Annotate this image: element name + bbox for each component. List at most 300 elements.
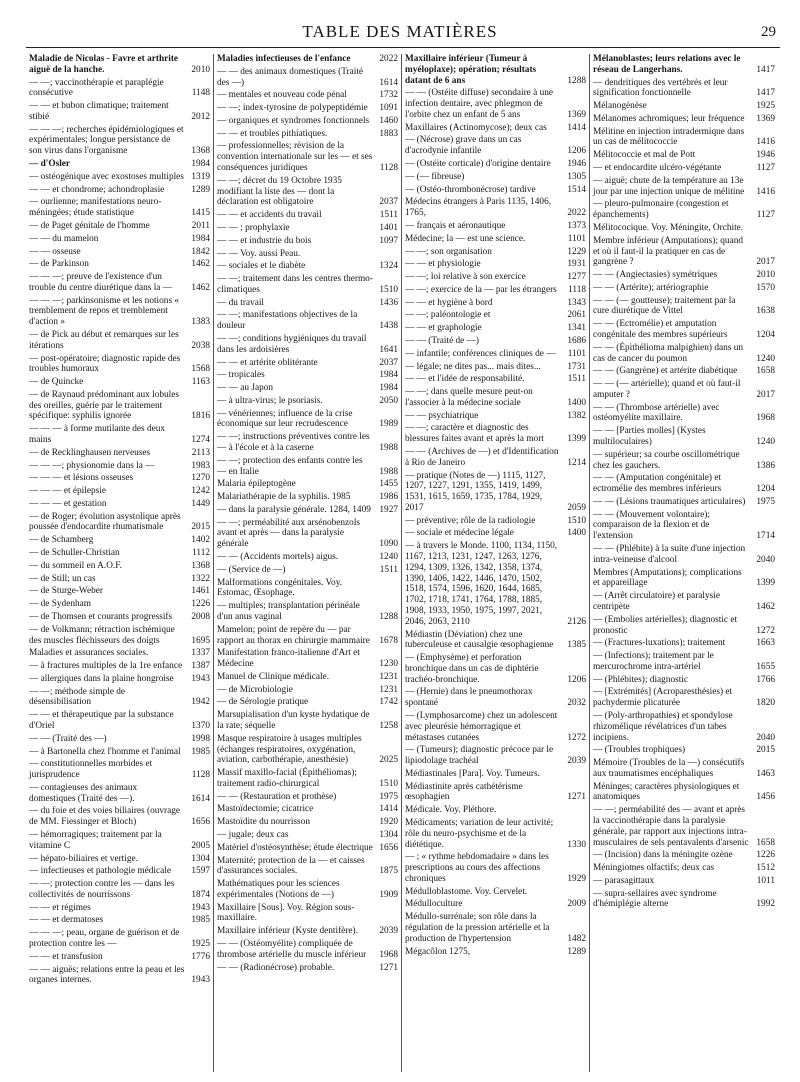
- entry-text: — de Schamberg: [29, 535, 94, 546]
- entry-page-number: 1288: [379, 611, 398, 622]
- index-entry: [29, 54, 210, 76]
- index-entry: [405, 323, 586, 334]
- entry-text: Médullo-surrénale; son rôle dans la régulation de la pression artérielle et la production de l'hypertension: [405, 912, 552, 944]
- entry-page-number: 1417: [756, 64, 775, 75]
- index-entry: [405, 769, 586, 780]
- entry-page-number: 1482: [567, 933, 586, 944]
- index-entry: [593, 223, 775, 234]
- index-entry: [593, 638, 775, 649]
- entry-page-number: 1319: [191, 171, 210, 182]
- index-entry: [217, 843, 398, 854]
- entry-page-number: 1127: [756, 163, 775, 174]
- entry-text: — — —; parkinsonisme et les notions « tremblement de repos et tremblement d'action »: [29, 295, 182, 328]
- entry-page-number: 1274: [191, 435, 210, 445]
- entry-text: — de Paget génitale de l'homme: [29, 220, 150, 231]
- entry-text: Médicale. Voy. Pléthore.: [405, 805, 497, 816]
- index-entry: [405, 818, 586, 850]
- entry-text: Médecins étrangers à Paris 1135, 1406, 1765,: [405, 197, 554, 219]
- entry-text: — —; protection contre les — dans les collectivités de nourrissons: [29, 879, 177, 900]
- entry-page-number: 1663: [756, 638, 775, 649]
- entry-text: — [Extrémités] (Acroparesthésies) et pachydermie plicaturée: [593, 687, 735, 709]
- entry-text: — — (Traité des —): [29, 733, 107, 744]
- entry-page-number: 1231: [379, 684, 398, 695]
- entry-text: — — du mamelon: [29, 233, 99, 244]
- entry-page-number: 1929: [567, 873, 586, 884]
- entry-page-number: 1511: [379, 210, 398, 221]
- entry-page-number: 1984: [191, 159, 210, 170]
- entry-page-number: 1330: [567, 839, 586, 850]
- entry-text: — hémorragiques; traitement par la vitamine C: [29, 830, 165, 851]
- entry-page-number: 1277: [567, 272, 586, 283]
- index-entry: [405, 54, 586, 86]
- entry-text: — supra-sellaires avec syndrome d'hémiplégie alterne: [593, 888, 719, 910]
- entry-page-number: 1455: [379, 479, 398, 490]
- entry-text: — — (Ostéomyélite) compliquée de thrombose artérielle du muscle inférieur: [217, 939, 367, 960]
- index-entry: [29, 272, 210, 294]
- index-entry: [217, 432, 398, 454]
- entry-text: — — au Japon: [217, 383, 274, 394]
- entry-page-number: 1931: [567, 259, 586, 270]
- entry-page-number: 1968: [379, 949, 398, 960]
- entry-text: Mélanomes achromiques; leur fréquence: [593, 113, 745, 124]
- index-entry: [593, 163, 775, 174]
- index-entry: [405, 541, 586, 627]
- index-entry: [593, 805, 775, 848]
- index-entry: [593, 568, 775, 590]
- entry-page-number: 2113: [191, 447, 210, 458]
- entry-text: — — (Épithélioma malpighien) dans un cas de cancer du poumon: [593, 342, 746, 364]
- entry-text: — supérieur; sa courbe oscillométrique chez les gauchers.: [593, 449, 742, 471]
- entry-text: — à travers le Monde. 1100, 1134, 1150, 1167, 1213, 1231, 1247, 1263, 1276, 1294, 1309, 1326, 1342, 1358, 1374, 1390, 1406, 1422, 1446, 1470, 1502, 1518, 1574, 1596, 1620, 1644, 1685, 1702, 1718, 1741, 1764, 1788, 1885, 1908, 1933, 1950, 1975, 1997, 2021, 2046, 2063, 2110: [405, 541, 560, 627]
- entry-text: — dendritiques des vertébrés et leur signification fonctionnelle: [593, 77, 730, 99]
- index-entry: [593, 236, 775, 268]
- entry-text: — — —; peau, organe de guérison et de protection contre les —: [29, 928, 182, 950]
- entry-text: — — et transfusion: [29, 951, 103, 962]
- entry-text: — —; instructions préventives contre les — à l'école et à la caserne: [217, 432, 372, 453]
- entry-page-number: 1091: [379, 103, 398, 114]
- entry-text: — constitutionnelles morbides et jurisprudence: [29, 759, 155, 781]
- index-entry: [405, 899, 586, 910]
- index-entry: [29, 473, 210, 484]
- entry-text: — (Nécrose) grave dans un cas d'acrodynie infantile: [405, 135, 524, 157]
- entry-text: Membre inférieur (Amputations); quand et où il faut-il la pratiquer en cas de gangrène ?: [593, 235, 746, 268]
- entry-page-number: 1449: [191, 498, 210, 509]
- entry-text: — de Schuller-Christian: [29, 548, 120, 559]
- entry-page-number: 1597: [191, 866, 210, 877]
- index-entry: [29, 448, 210, 459]
- index-entry: [217, 903, 398, 925]
- entry-text: — — osseuse: [29, 246, 81, 257]
- index-entry: [217, 129, 398, 140]
- entry-page-number: 1271: [379, 962, 398, 973]
- entry-page-number: 1655: [756, 661, 775, 672]
- entry-page-number: 1984: [379, 383, 398, 394]
- entry-page-number: 1614: [191, 793, 210, 804]
- entry-page-number: 1304: [191, 853, 210, 864]
- index-column-4: [590, 54, 778, 1072]
- entry-page-number: 1988: [379, 443, 398, 453]
- entry-text: Mamelon; point de repère du — par rapport au thorax en chirurgie mammaire: [217, 624, 370, 646]
- entry-text: — de Still; un cas: [29, 573, 96, 584]
- index-entry: [29, 965, 210, 987]
- entry-text: — de Recklinghausen nerveuses: [29, 447, 151, 458]
- entry-text: — — (— artérielle); quand et où faut-il amputer ?: [593, 379, 743, 400]
- entry-text: Médiastin (Déviation) chez une tuberculeuse et causalgie œsophagienne: [405, 629, 554, 651]
- entry-page-number: 1461: [191, 586, 210, 597]
- entry-page-number: 1975: [379, 791, 398, 802]
- index-entry: [405, 272, 586, 283]
- entry-page-number: 1462: [756, 601, 775, 612]
- entry-page-number: 1226: [191, 599, 210, 610]
- entry-text: — infantile; conférences cliniques de —: [405, 348, 556, 359]
- entry-text: Médecine; la — est une science.: [405, 233, 526, 244]
- entry-page-number: 1678: [379, 635, 398, 646]
- entry-text: — ostéogénique avec exostoses multiples: [29, 171, 184, 182]
- entry-text: — (Infections); traitement par le mercurochrome intra-artériel: [593, 651, 717, 672]
- entry-text: — — et bubon climatique; traitement stibié: [29, 101, 172, 122]
- entry-text: — jugale; deux cas: [217, 830, 289, 840]
- index-entry: [29, 866, 210, 877]
- entry-text: — — (Archives de —) et d'Identification à Rio de Janeiro: [405, 447, 561, 468]
- index-entry: [217, 456, 398, 478]
- index-entry: [217, 625, 398, 647]
- entry-text: — —; vaccinothérapie et paraplégie consécutive: [29, 77, 167, 99]
- entry-page-number: 1510: [379, 778, 398, 789]
- entry-page-number: 1163: [191, 377, 210, 388]
- index-entry: [217, 939, 398, 961]
- index-column-1: [26, 54, 214, 1072]
- entry-text: — — — et lésions osseuses: [29, 473, 134, 484]
- entry-text: — de Sturge-Weber: [29, 586, 103, 597]
- index-entry: [217, 67, 398, 89]
- index-entry: [405, 653, 586, 685]
- entry-text: Malformations congénitales. Voy. Estomac, Œsophage.: [217, 577, 345, 599]
- page-title: TABLE DES MATIÈRES: [302, 22, 498, 41]
- entry-page-number: 1776: [191, 951, 210, 962]
- index-entry: [217, 710, 398, 732]
- entry-text: — (Tumeurs); diagnostic précoce par le lipiodolage trachéal: [405, 745, 556, 767]
- entry-text: — — et hygiène à bord: [405, 297, 493, 308]
- entry-page-number: 1289: [567, 946, 586, 957]
- index-entry: [217, 383, 398, 394]
- entry-text: Manifestation franco-italienne d'Art et Médecine: [217, 648, 363, 670]
- entry-text: — pleuro-pulmonaire (congestion et épanchements): [593, 199, 731, 221]
- entry-text: Membres (Amputations); complications et appareillage: [593, 567, 745, 589]
- entry-page-number: 1229: [567, 246, 586, 257]
- index-entry: [405, 852, 586, 884]
- index-entry: [593, 379, 775, 401]
- index-entry: [217, 518, 398, 550]
- entry-text: — — aiguës; relations entre la peau et les organes internes.: [29, 964, 187, 986]
- entry-page-number: 2015: [191, 522, 210, 533]
- entry-page-number: 2015: [756, 745, 775, 756]
- entry-page-number: 1568: [191, 364, 210, 375]
- entry-text: — contagieuses des animaux domestiques (Traité des —).: [29, 782, 140, 804]
- entry-page-number: 1883: [379, 128, 398, 139]
- index-entry: [217, 116, 398, 127]
- index-columns: [26, 54, 780, 1072]
- index-entry: [29, 512, 210, 534]
- entry-page-number: 1101: [567, 233, 586, 244]
- entry-page-number: 1820: [756, 698, 775, 709]
- index-entry: [29, 247, 210, 258]
- entry-text: Médicaments; variation de leur activité; rôle du neuro-psychisme et de la diététique.: [405, 818, 556, 850]
- index-entry: [29, 185, 210, 196]
- index-entry: [217, 963, 398, 974]
- entry-page-number: 1240: [379, 552, 398, 563]
- index-entry: [405, 247, 586, 258]
- index-entry: [405, 912, 586, 944]
- entry-text: — de Raynaud prédominant aux lobules des oreilles, guérie par le traitement spécifique: syphilis ignorée: [29, 389, 182, 422]
- entry-page-number: 1462: [191, 282, 210, 293]
- entry-text: — — (Gangrène) et artérite diabétique: [593, 366, 738, 377]
- entry-page-number: 2011: [191, 220, 210, 231]
- entry-text: Mastoïdectomie; cicatrice: [217, 804, 314, 815]
- entry-page-number: 1399: [567, 434, 586, 445]
- entry-page-number: 1097: [379, 235, 398, 246]
- entry-page-number: 2022: [379, 54, 398, 64]
- entry-text: Mémoire (Troubles de la —) consécutifs aux traumatismes encéphaliques: [593, 758, 747, 779]
- entry-text: — de Thomsen et courants progressifs: [29, 611, 173, 622]
- entry-page-number: 2040: [756, 554, 775, 565]
- entry-text: — pratique (Notes de —) 1115, 1127, 1207, 1227, 1291, 1355, 1419, 1499, 1531, 1615, 1659, 1735, 1784, 1929, 2017: [405, 470, 548, 513]
- entry-page-number: 1417: [756, 88, 775, 99]
- entry-text: — — et régimes: [29, 902, 91, 913]
- entry-page-number: 1714: [756, 531, 775, 542]
- entry-page-number: 1112: [192, 548, 210, 559]
- entry-page-number: 1943: [191, 673, 210, 684]
- entry-page-number: 1090: [379, 539, 398, 550]
- index-entry: [405, 259, 586, 270]
- index-entry: [593, 343, 775, 365]
- index-entry: [217, 223, 398, 234]
- index-column-2: [214, 54, 402, 1072]
- entry-text: — (Poly-arthropathies) et spondylose rhizomélique révélatrices d'un tabes incipiens.: [593, 710, 736, 743]
- entry-text: — de Roger; évolution asystolique après poussée d'endocardite rhumatismale: [29, 511, 183, 533]
- index-entry: [593, 283, 775, 294]
- entry-text: — — (Amputation congénitale) et ectromélie des membres inférieurs: [593, 473, 724, 495]
- entry-text: — — et accidents du travail: [217, 210, 322, 221]
- entry-page-number: 2025: [379, 755, 398, 766]
- entry-text: Mélitine en injection intradermique dans un cas de mélitococcie: [593, 126, 747, 148]
- entry-page-number: 1436: [379, 297, 398, 308]
- entry-text: Mélanoblastes; leurs relations avec le réseau de Langerhans.: [593, 54, 743, 75]
- index-entry: [29, 903, 210, 914]
- entry-page-number: 2022: [567, 208, 586, 219]
- entry-text: Médulloblastome. Voy. Cervelet.: [405, 886, 528, 897]
- entry-page-number: 1943: [191, 975, 210, 986]
- entry-text: Massif maxillo-facial (Épithéliomas); traitement radio-chirurgical: [217, 768, 360, 789]
- entry-text: — —; caractère et diagnostic des blessures faites avant et après la mort: [405, 423, 544, 445]
- index-entry: [217, 249, 398, 260]
- index-entry: [405, 711, 586, 743]
- entry-page-number: 1656: [191, 817, 210, 828]
- index-entry: [29, 674, 210, 685]
- entry-text: Mélitococcie et mal de Pott: [593, 150, 696, 161]
- entry-text: — de Quincke: [29, 377, 84, 388]
- entry-text: Maladie de Nicolas - Favre et arthrite aiguë de la hanche.: [29, 54, 181, 75]
- entry-text: Mathématiques pour les sciences expérimentales (Notions de —): [217, 879, 342, 900]
- entry-text: Maladies et assurances sociales.: [29, 648, 149, 659]
- entry-text: Maternité; protection de la — et caisses d'assurances sociales.: [217, 855, 367, 877]
- index-entry: [217, 370, 398, 381]
- entry-page-number: 1288: [567, 75, 586, 86]
- entry-text: — (Phlébites); diagnostic: [593, 674, 689, 685]
- entry-text: — —; manifestations objectives de la douleur: [217, 310, 360, 332]
- index-entry: [29, 548, 210, 559]
- index-entry: [593, 591, 775, 613]
- entry-text: — —; perméabilité aux arsénobenzols avant et après — dans la paralysie générale: [217, 517, 363, 550]
- index-entry: [405, 447, 586, 469]
- index-entry: [217, 685, 398, 696]
- entry-text: — — (Angiectasies) symétriques: [593, 270, 718, 281]
- entry-page-number: 2126: [567, 616, 586, 627]
- index-entry: [29, 234, 210, 245]
- entry-page-number: 1909: [379, 889, 398, 900]
- index-entry: [29, 879, 210, 901]
- entry-text: — — Voy. aussi Peau.: [217, 248, 301, 259]
- entry-page-number: 1816: [191, 411, 210, 422]
- index-entry: [29, 296, 210, 328]
- index-entry: [405, 234, 586, 245]
- entry-page-number: 1369: [567, 109, 586, 120]
- entry-page-number: 2038: [191, 340, 210, 351]
- entry-page-number: 1399: [756, 578, 775, 589]
- index-entry: [405, 387, 586, 409]
- index-entry: [217, 552, 398, 563]
- entry-text: Médulloculture: [405, 899, 463, 910]
- entry-page-number: 1231: [379, 671, 398, 682]
- entry-text: — — psychiatrique: [405, 410, 479, 421]
- index-entry: [29, 377, 210, 388]
- index-entry: [217, 210, 398, 221]
- entry-page-number: 1343: [567, 297, 586, 308]
- index-entry: [405, 285, 586, 296]
- index-entry: [593, 473, 775, 495]
- index-entry: [29, 78, 210, 100]
- entry-page-number: 1206: [567, 674, 586, 685]
- index-column-3: [402, 54, 590, 1072]
- index-entry: [217, 830, 398, 841]
- entry-text: — hépato-biliaires et vertige.: [29, 853, 138, 864]
- entry-page-number: 1337: [191, 648, 210, 659]
- entry-text: — — et chondrome; achondroplasie: [29, 184, 165, 195]
- entry-text: Maxillaire inférieur (Kyste dentifère).: [217, 926, 358, 937]
- entry-page-number: 1985: [191, 746, 210, 757]
- entry-page-number: 1510: [567, 515, 586, 526]
- index-entry: [29, 354, 210, 376]
- index-entry: [593, 450, 775, 472]
- index-entry: [217, 578, 398, 600]
- entry-text: — —; paléontologie et: [405, 310, 491, 321]
- entry-text: — — et thérapeutique par la substance d'Oriel: [29, 710, 176, 731]
- entry-page-number: 2061: [567, 310, 586, 321]
- entry-page-number: 1258: [379, 720, 398, 731]
- entry-page-number: 1128: [191, 770, 210, 781]
- entry-page-number: 1214: [567, 457, 586, 468]
- entry-text: — préventive; rôle de la radiologie: [405, 515, 536, 526]
- entry-page-number: 1148: [191, 88, 210, 99]
- entry-page-number: 1983: [191, 460, 210, 471]
- entry-page-number: 1270: [191, 473, 210, 484]
- entry-text: — — (— goutteuse); traitement par la cure diurétique de Vittel: [593, 295, 738, 317]
- entry-page-number: 2059: [567, 502, 586, 513]
- index-entry: [593, 889, 775, 911]
- entry-page-number: 1401: [379, 222, 398, 233]
- entry-text: Marsupialisation d'un kyste hydatique de la rate; séquelle: [217, 710, 372, 731]
- index-entry: [29, 424, 210, 446]
- entry-text: — sociale et médecine légale: [405, 528, 514, 539]
- index-entry: [217, 358, 398, 369]
- entry-text: Mégacôlon 1275,: [405, 946, 471, 957]
- entry-page-number: 1271: [567, 792, 586, 803]
- index-entry: [217, 565, 398, 576]
- page-number: 29: [761, 24, 776, 40]
- index-entry: [29, 259, 210, 270]
- entry-page-number: 1658: [756, 837, 775, 848]
- entry-text: — (Service de —): [217, 564, 286, 575]
- entry-text: — (Ostéo-thrombonécrose) tardive: [405, 184, 536, 195]
- index-entry: [593, 615, 775, 637]
- entry-page-number: 2037: [379, 197, 398, 208]
- entry-text: — infectieuses et pathologie médicale: [29, 866, 171, 877]
- index-entry: [217, 141, 398, 173]
- index-entry: [405, 135, 586, 157]
- entry-text: — vénériennes; influence de la crise économique sur leur recrudescence: [217, 408, 355, 430]
- entry-page-number: 1305: [567, 171, 586, 182]
- index-entry: [593, 651, 775, 673]
- entry-text: — —; protection des enfants contre les — en Italie: [217, 455, 365, 477]
- entry-page-number: 1385: [567, 640, 586, 651]
- index-entry: [29, 172, 210, 183]
- entry-page-number: 1011: [756, 875, 775, 886]
- index-entry: [217, 601, 398, 623]
- index-entry: [593, 510, 775, 542]
- index-entry: [29, 928, 210, 950]
- entry-text: — — (Radionécrose) probable.: [217, 962, 335, 973]
- entry-text: — — (Ectromélie) et amputation congénitale des membres supérieurs: [593, 319, 728, 340]
- index-entry: [593, 745, 775, 756]
- index-entry: [405, 88, 586, 120]
- entry-page-number: 1943: [191, 902, 210, 913]
- entry-text: — de Pick au début et remarques sur les itérations: [29, 329, 182, 351]
- index-entry: [405, 336, 586, 347]
- index-entry: [593, 426, 775, 448]
- entry-text: — du foie et des voies biliaires (ouvrage de MM. Fiessinger et Bloch): [29, 806, 183, 828]
- entry-page-number: 1510: [379, 284, 398, 295]
- entry-page-number: 1512: [756, 863, 775, 874]
- index-entry: [217, 672, 398, 683]
- entry-text: — ; « rythme hebdomadaire » dans les prescriptions au cours des affections chroniques: [405, 852, 552, 884]
- entry-page-number: 1686: [567, 335, 586, 346]
- entry-page-number: 1369: [756, 113, 775, 124]
- entry-page-number: 1204: [756, 329, 775, 340]
- index-entry: [593, 176, 775, 198]
- entry-text: — — (Thrombose artérielle) avec ostéomyélite maxillaire.: [593, 402, 722, 424]
- entry-page-number: 1462: [191, 259, 210, 270]
- entry-page-number: 1240: [756, 353, 775, 364]
- index-entry: [217, 492, 398, 503]
- index-entry: [29, 561, 210, 572]
- entry-page-number: 1874: [191, 889, 210, 900]
- entry-text: — organiques et syndromes fonctionnels: [217, 115, 370, 126]
- index-entry: [405, 374, 586, 385]
- entry-page-number: 1875: [379, 866, 398, 877]
- entry-page-number: 1946: [567, 159, 586, 170]
- index-entry: [217, 103, 398, 114]
- index-entry: [29, 461, 210, 472]
- index-entry: [29, 599, 210, 610]
